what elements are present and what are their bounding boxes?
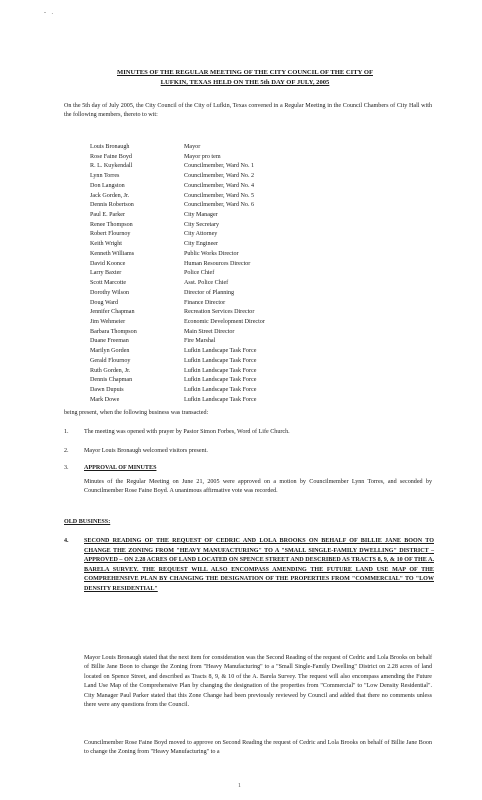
agenda-item-1 [64, 428, 434, 437]
member-name: Larry Baxter [90, 270, 122, 277]
member-name: Ruth Gorden, Jr. [90, 367, 131, 374]
member-title: Lufkin Landscape Task Force [184, 348, 257, 355]
roster-row [90, 260, 320, 270]
member-name: Don Langston [90, 182, 125, 189]
member-title: Lufkin Landscape Task Force [184, 357, 257, 364]
member-name: Keith Wright [90, 241, 122, 248]
roster-row [90, 172, 320, 182]
roster-row [90, 367, 320, 377]
item-number: 4. [64, 538, 69, 544]
item-4-motion: Councilmember Rose Faine Boyd moved to approve on Second Reading the request of Cedric and Lola Brooks on behalf of Billie Jane Boon to change the Zoning from "Heavy Manufacturing" to a [84, 740, 432, 756]
member-title: Police Chief [184, 270, 215, 277]
item-number: 3. [64, 465, 69, 471]
intro-paragraph: On the 5th day of July 2005, the City Council of the City of Lufkin, Texas convened in a Regular Meeting in the Council Chambers of City Hall with the following members, thereto to wit: [64, 103, 432, 119]
member-title: Human Resources Director [184, 260, 251, 267]
roster-row [90, 182, 320, 192]
roster-row [90, 279, 320, 289]
item-4-discussion: Mayor Louis Bronaugh stated that the next item for consideration was the Second Reading of the request of Cedric and Lola Brooks on behalf of Billie Jane Boon to change the Zoning from "Heavy Manufacturing" to a "Small Single-Family Dwelling" District on 2.28 acres of land located on Spence Street, and described as Tracts 8, 9, & 10 of the A. Barela Survey. The request will also encompass amending the Future Land Use Map of the Comprehensive Plan by changing the designation of the properties from "Commercial" to "Low Density Residential". City Manager Paul Parker stated that this Zone Change had been previously reviewed by Council and added that there no comments unless there were any questions from the Council. [84, 655, 432, 709]
old-business-heading: OLD BUSINESS: [64, 519, 111, 525]
roster-row [90, 299, 320, 309]
member-name: Barbara Thompson [90, 328, 137, 335]
member-name: Dorothy Wilson [90, 289, 130, 296]
member-name: Lynn Torres [90, 173, 120, 180]
member-title: Councilmember, Ward No. 4 [184, 182, 255, 189]
roster-row [90, 396, 320, 406]
member-title: Recreation Services Director [184, 309, 255, 316]
attendee-roster [90, 143, 320, 405]
page-number: 1 [238, 783, 241, 789]
agenda-item-3 [64, 464, 434, 473]
member-title: Lufkin Landscape Task Force [184, 386, 257, 393]
roster-row [90, 153, 320, 163]
roster-row [90, 230, 320, 240]
roster-row [90, 328, 320, 338]
member-name: Dennis Chapman [90, 377, 133, 384]
roster-row [90, 386, 320, 396]
roster-row [90, 221, 320, 231]
member-name: Mark Dowe [90, 396, 120, 403]
member-name: Dawn Dupuis [90, 386, 124, 393]
roster-row [90, 201, 320, 211]
member-title: Lufkin Landscape Task Force [184, 367, 257, 374]
roster-row [90, 269, 320, 279]
member-title: Mayor pro tem [184, 153, 221, 160]
member-title: Finance Director [184, 299, 226, 306]
member-title: Economic Development Director [184, 318, 265, 325]
roster-row [90, 143, 320, 153]
item-number: 2. [64, 448, 69, 454]
member-name: Gerald Flournoy [90, 357, 131, 364]
member-name: Robert Flournoy [90, 231, 131, 238]
member-name: Jennifer Chapman [90, 309, 135, 316]
roster-row [90, 308, 320, 318]
agenda-item-2 [64, 447, 434, 456]
roster-row [90, 347, 320, 357]
member-name: Louis Bronaugh [90, 144, 130, 150]
member-title: Councilmember, Ward No. 1 [184, 163, 255, 170]
member-title: Lufkin Landscape Task Force [184, 396, 257, 403]
member-name: Dennis Robertson [90, 202, 134, 209]
member-title: Public Works Director [184, 250, 239, 257]
item-4-title: SECOND READING OF THE REQUEST OF CEDRIC AND LOLA BROOKS ON BEHALF OF BILLIE JANE BOON TO CHANGE THE ZONING FROM "HEAVY MANUFACTURING" TO A "SMALL SINGLE-FAMILY DWELLING" DISTRICT – APPROVED – ON 2.28 ACRES OF LAND LOCATED ON SPENCE STREET AND DESCRIBED AS TRACTS 8, 9, & 10 OF THE A. BARELA SURVEY. THE REQUEST WILL ALSO ENCOMPASS AMENDING THE FUTURE LAND USE MAP OF THE COMPREHENSIVE PLAN BY CHANGING THE DESIGNATION OF THE PROPERTIES FROM "COMMERCIAL" TO "LOW DENSITY RESIDENTIAL" [84, 538, 434, 592]
member-name: Duane Freeman [90, 338, 129, 345]
member-name: Jack Gorden, Jr. [90, 192, 130, 199]
roster-row [90, 376, 320, 386]
roster-row [90, 250, 320, 260]
being-present-text: being present, when the following business was transacted: [64, 410, 209, 416]
title-line-1: MINUTES OF THE REGULAR MEETING OF THE CITY COUNCIL OF THE CITY OF [117, 69, 373, 76]
member-title: Councilmember, Ward No. 2 [184, 173, 255, 180]
roster-row [90, 337, 320, 347]
roster-row [90, 240, 320, 250]
member-title: City Attorney [184, 231, 218, 238]
member-title: Councilmember, Ward No. 6 [184, 202, 255, 209]
roster-row [90, 357, 320, 367]
member-name: Paul E. Parker [90, 212, 126, 219]
member-title: City Manager [184, 212, 218, 219]
member-name: David Koonce [90, 260, 126, 267]
member-name: Marilyn Gorden [90, 348, 130, 355]
member-name: Renee Thompson [90, 221, 133, 228]
member-title: Main Street Director [184, 328, 235, 335]
member-name: Kenneth Williams [90, 250, 135, 257]
agenda-item-4-heading [64, 537, 434, 595]
roster-row [90, 318, 320, 328]
item-number: 1. [64, 429, 69, 435]
header-marks: - . [44, 10, 55, 16]
member-name: R. L. Kuykendall [90, 163, 133, 170]
roster-row [90, 192, 320, 202]
member-name: Jim Wehmeier [90, 318, 126, 325]
item-text: The meeting was opened with prayer by Pastor Simon Forbes, Word of Life Church. [84, 429, 290, 435]
roster-row [90, 211, 320, 221]
member-title: City Secretary [184, 221, 220, 228]
minutes-approval-paragraph: Minutes of the Regular Meeting on June 21, 2005 were approved on a motion by Councilmember Lynn Torres, and seconded by Councilmember Rose Faine Boyd. A unanimous affirmative vote was recorded. [84, 479, 432, 495]
member-title: Asst. Police Chief [184, 280, 229, 287]
approval-of-minutes-heading: APPROVAL OF MINUTES [84, 465, 157, 471]
member-name: Rose Faine Boyd [90, 153, 132, 160]
member-title: Lufkin Landscape Task Force [184, 377, 257, 384]
member-name: Scott Marcotte [90, 280, 127, 287]
member-title: City Engineer [184, 241, 219, 248]
member-title: Councilmember, Ward No. 5 [184, 192, 255, 199]
member-title: Fire Marshal [184, 338, 216, 345]
item-text: Mayor Louis Bronaugh welcomed visitors present. [84, 448, 208, 454]
member-title: Mayor [184, 144, 201, 150]
roster-row [90, 162, 320, 172]
member-title: Director of Planning [184, 289, 235, 296]
roster-row [90, 289, 320, 299]
title-line-2: LUFKIN, TEXAS HELD ON THE 5th DAY OF JULY, 2005 [160, 79, 330, 86]
member-name: Doug Ward [90, 299, 118, 306]
